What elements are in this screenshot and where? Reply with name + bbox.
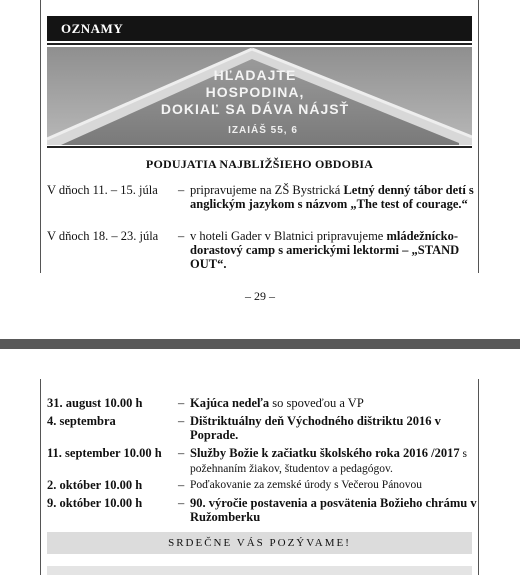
event-dash: – [178, 396, 185, 410]
event-description [190, 478, 480, 492]
event-date: V dňoch 11. – 15. júla [47, 183, 158, 197]
photo-inscription-line3: DOKIAĽ SA DÁVA NÁJSŤ [160, 101, 350, 117]
event-text-bold: mládežnícko-dorastový camp s americkými lektormi – „STAND OUT“. [190, 229, 460, 271]
event-date: 4. septembra [47, 414, 116, 428]
event-date: V dňoch 18. – 23. júla [47, 229, 159, 243]
event-description [190, 229, 475, 271]
bottom-strip [47, 566, 472, 575]
event-dash: – [178, 446, 185, 460]
event-text: so spoveďou a VP [269, 396, 364, 410]
photo-inscription-line1: HĽADAJTE [213, 67, 297, 83]
event-description [190, 183, 475, 211]
event-description [190, 496, 480, 524]
photo-underline [47, 146, 472, 148]
page-number: – 29 – [245, 289, 275, 303]
event-dash: – [178, 414, 185, 428]
header-underline [47, 43, 472, 45]
events-section-title: PODUJATIA NAJBLIŽŠIEHO OBDOBIA [145, 157, 374, 171]
left-margin-rule [40, 379, 41, 575]
photo-inscription-line2: HOSPODINA, [205, 84, 305, 100]
event-description [190, 396, 480, 410]
event-text: Poďakovanie za zemské úrody s Večerou Pánovou [190, 479, 423, 491]
event-date: 11. september 10.00 h [47, 446, 162, 460]
event-description [190, 446, 480, 476]
event-dash: – [178, 496, 185, 510]
section-header [47, 16, 472, 41]
invitation-banner [47, 532, 472, 554]
event-text: pripravujeme na ZŠ Bystrická [190, 183, 344, 197]
event-date: 2. október 10.00 h [47, 478, 143, 492]
event-dash: – [178, 183, 185, 197]
event-text-bold: Služby Božie k začiatku školského roka 2016 /2017 [190, 446, 460, 460]
event-description [190, 414, 480, 442]
invitation-text: SRDEČNE VÁS POZÝVAME! [168, 537, 351, 549]
event-dash: – [178, 478, 185, 492]
left-margin-rule [40, 0, 41, 273]
event-date: 31. august 10.00 h [47, 396, 143, 410]
event-date: 9. október 10.00 h [47, 496, 143, 510]
event-text-bold: Kajúca nedeľa [190, 396, 270, 410]
section-header-title: OZNAMY [61, 20, 124, 36]
event-dash: – [178, 229, 185, 243]
event-text: s požehnaním žiakov, študentov a pedagógov. [190, 448, 467, 475]
event-text-bold: 90. výročie postavenia a posvätenia Božieho chrámu v Ružomberku [190, 496, 477, 524]
right-margin-rule [478, 0, 479, 273]
page-divider [0, 339, 520, 349]
event-text-bold: Letný denný tábor detí s anglickým jazykom s názvom „The test of courage.“ [190, 183, 474, 211]
event-text: v hoteli Gader v Blatnici pripravujeme [190, 229, 387, 243]
church-facade-photo [47, 47, 472, 145]
photo-inscription-ref: IZAIÁŠ 55, 6 [228, 125, 298, 136]
event-text-bold: Dištriktuálny deň Východného dištriktu 2016 v Poprade. [190, 414, 441, 442]
